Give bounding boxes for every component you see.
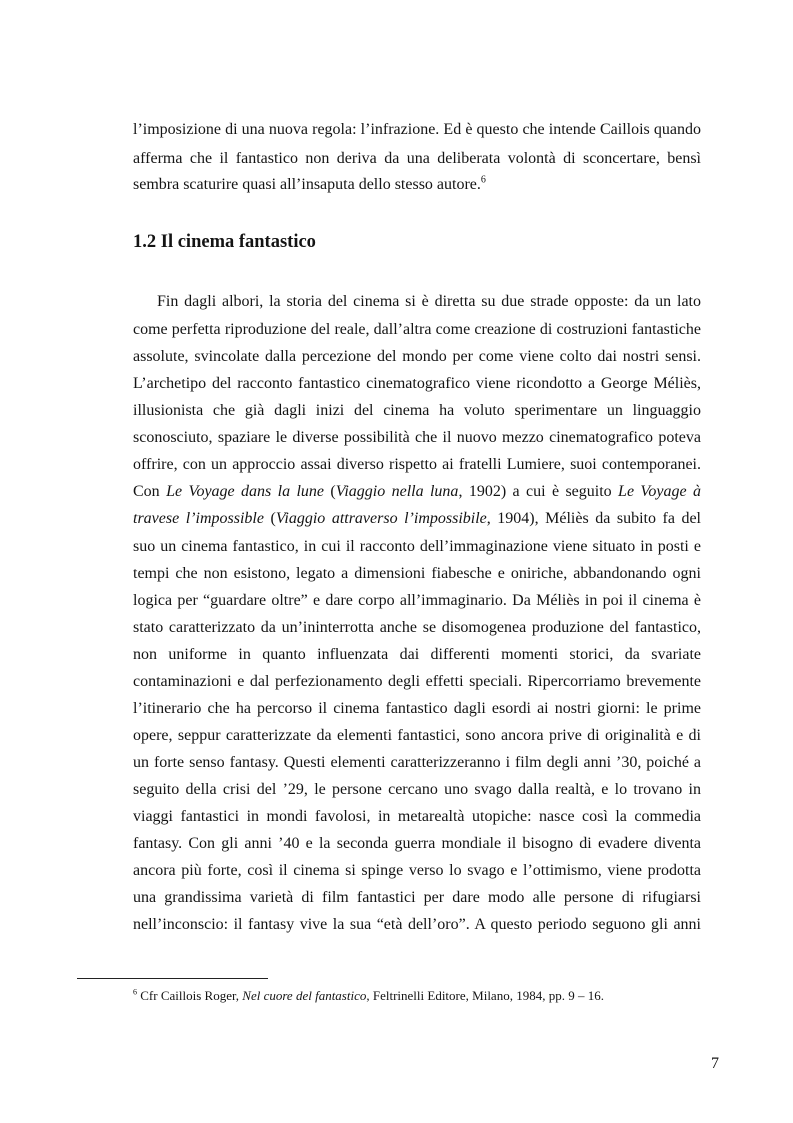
text-line: tempi che non esistono, legato a dimensioni fiabesche e oniriche, abbandonando ogni [133, 565, 701, 582]
text-line [133, 509, 701, 529]
text-line: stato caratterizzato da un’ininterrotta anche se disomogenea produzione del fantastico, [133, 619, 701, 636]
text-line: come perfetta riproduzione del reale, dall’altra come creazione di costruzioni fantastiche [133, 321, 701, 338]
text-segment: sembra scaturire quasi all’insaputa dello stesso autore. [133, 176, 481, 193]
text-line: seguito della crisi del ’29, le persone cercano uno svago dalla realtà, e lo trovano in [133, 781, 701, 798]
text-line: assolute, svincolate dalla percezione del mondo per come viene colto dai nostri sensi. [133, 348, 701, 365]
text-line: ancora più forte, così il cinema si spinge verso lo svago e l’ottimismo, viene prodotta [133, 862, 701, 879]
text-line: fantasy. Con gli anni ’40 e la seconda guerra mondiale il bisogno di evadere diventa [133, 835, 701, 852]
text-line: contaminazioni e dal perfezionamento degli effetti speciali. Ripercorriamo brevemente [133, 673, 701, 690]
footnote-ref: 6 [480, 174, 486, 186]
film-title: Le Voyage à [618, 483, 702, 500]
section-heading: 1.2 Il cinema fantastico [133, 232, 316, 252]
film-title: travese l’impossible [133, 510, 264, 527]
text-line: nell’inconscio: il fantasy vive la sua “età dell’oro”. A questo periodo seguono gli anni [133, 916, 701, 933]
text-line: l’imposizione di una nuova regola: l’infrazione. Ed è questo che intende Caillois quando [133, 121, 701, 138]
text-line [133, 482, 701, 502]
text-segment: ( [324, 483, 336, 500]
text-line [133, 175, 701, 195]
footnote-number: 6 [133, 987, 137, 997]
text-line: offrire, con un approccio assai diverso rispetto ai fratelli Lumiere, suoi contemporanei. [133, 456, 701, 473]
book-title: Nel cuore del fantastico [242, 988, 367, 1003]
footnote [133, 988, 604, 1004]
film-title: Viaggio attraverso l’impossibile [275, 510, 487, 527]
text-line: una grandissima varietà di film fantastici per dare modo alle persone di rifugiarsi [133, 889, 701, 906]
text-line: un forte senso fantasy. Questi elementi caratterizzeranno i film degli anni ’30, poiché a [133, 754, 701, 771]
text-segment: Con [133, 483, 167, 500]
text-line: non uniforme in quanto influenzata dai differenti momenti storici, da svariate [133, 646, 701, 663]
footnote-separator [77, 978, 268, 979]
page-number: 7 [711, 1055, 719, 1072]
text-line: l’itinerario che ha percorso il cinema fantastico dagli esordi ai nostri giorni: le prime [133, 700, 701, 717]
film-title: Viaggio nella luna [335, 483, 459, 500]
text-line: illusionista che già dagli inizi del cinema ha voluto sperimentare un linguaggio [133, 402, 701, 419]
text-segment: , 1902) a cui è seguito [458, 483, 619, 500]
text-segment: ( [263, 510, 276, 527]
text-line: sconosciuto, spaziare le diverse possibilità che il nuovo mezzo cinematografico poteva [133, 429, 701, 446]
text-line: L’archetipo del racconto fantastico cinematografico viene ricondotto a George Méliès, [133, 375, 701, 392]
text-segment: , 1904), Méliès da subito fa del [486, 510, 702, 527]
text-line: Fin dagli albori, la storia del cinema si è diretta su due strade opposte: da un lato [157, 293, 701, 310]
text-line: suo un cinema fantastico, in cui il racconto dell’immaginazione viene situato in posti e [133, 538, 701, 555]
footnote-text: Cfr Caillois Roger, [137, 988, 243, 1003]
text-line: opere, seppur caratterizzate da elementi fantastici, sono ancora prive di originalità e di [133, 727, 701, 744]
text-line: viaggi fantastici in mondi favolosi, in metarealtà utopiche: nasce così la commedia [133, 808, 701, 825]
text-line: logica per “guardare oltre” e dare corpo all’immaginario. Da Méliès in poi il cinema è [133, 592, 701, 609]
footnote-text: , Feltrinelli Editore, Milano, 1984, pp. 9 – 16. [366, 988, 604, 1003]
film-title: Le Voyage dans la lune [166, 483, 325, 500]
text-line: afferma che il fantastico non deriva da una deliberata volontà di sconcertare, bensì [133, 150, 701, 167]
